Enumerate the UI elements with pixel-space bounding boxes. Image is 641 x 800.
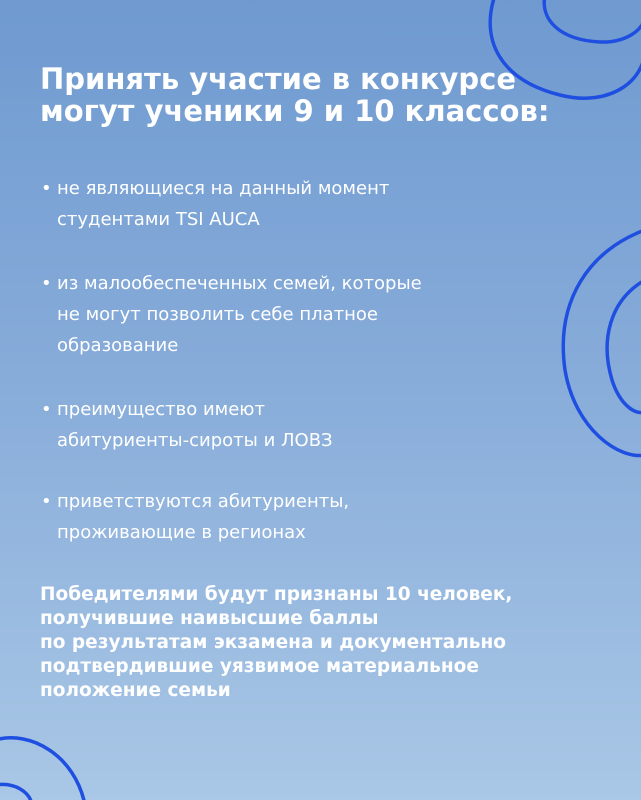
list-item-line: преимущество имеют (57, 399, 265, 420)
bullet-marker: • (41, 491, 52, 512)
list-item (40, 394, 333, 456)
list-item-line: проживающие в регионах (57, 522, 306, 543)
winners-note-line: положение семьи (40, 680, 231, 701)
page-title (40, 63, 600, 127)
list-item-line: не являющиеся на данный момент (57, 178, 390, 199)
bullet-marker: • (41, 273, 52, 294)
list-item-line: приветствуются абитуриенты, (57, 491, 350, 512)
bullet-marker: • (41, 178, 52, 199)
bottom-left-loop-outer (0, 738, 85, 800)
winners-note-line: получившие наивысшие баллы (40, 608, 379, 629)
list-item (40, 173, 389, 235)
winners-note (40, 583, 620, 703)
bullet-marker: • (41, 399, 52, 420)
top-right-loop-inner (544, 0, 641, 42)
list-item-line: абитуриенты-сироты и ЛОВЗ (57, 430, 333, 451)
list-item-line: не могут позволить себе платное (57, 304, 378, 325)
page-title-line-1: Принять участие в конкурсе (40, 62, 517, 96)
winners-note-line: по результатам экзамена и документально (40, 632, 506, 653)
list-item (40, 486, 349, 548)
right-loop-outer (563, 230, 641, 456)
page-title-line-2: могут ученики 9 и 10 классов: (40, 94, 550, 128)
right-loop-inner (607, 280, 641, 413)
bottom-left-loop-inner (0, 784, 32, 800)
list-item-line: из малообеспеченных семей, которые (57, 273, 422, 294)
list-item-line: образование (57, 335, 179, 356)
list-item-line: студентами TSI AUCA (57, 209, 260, 230)
winners-note-line: Победителями будут признаны 10 человек, (40, 584, 513, 605)
list-item (40, 268, 422, 361)
winners-note-line: подтвердившие уязвимое материальное (40, 656, 479, 677)
